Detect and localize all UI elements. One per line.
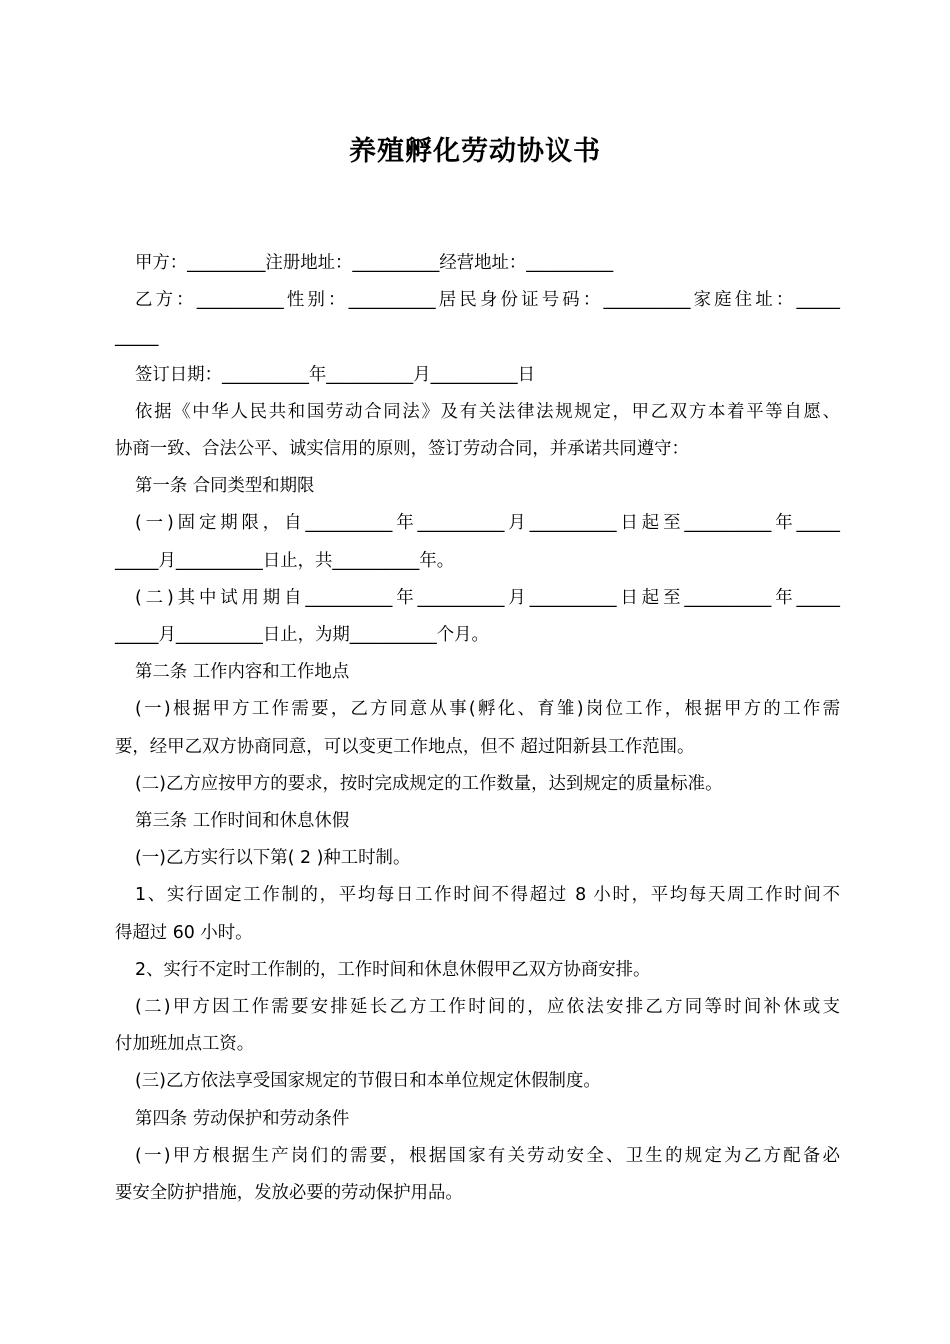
article-1-clause-1: (一)固定期限，自__________年__________月__________日起至__________年_____ [135, 513, 840, 534]
document-title: 养殖孵化劳动协议书 [349, 136, 601, 167]
article-4-clause-1: (一)甲方根据生产岗们的需要，根据国家有关劳动安全、卫生的规定为乙方配备必 [135, 1145, 840, 1166]
article-1-clause-2-continued: _____月__________日止，为期__________个月。 [115, 625, 489, 646]
article-2-heading: 第二条 工作内容和工作地点 [135, 662, 350, 683]
preamble-line-continued: 协商一致、合法公平、诚实信用的原则，签订劳动合同，并承诺共同遵守： [115, 439, 689, 460]
article-3-item-1: 1、实行固定工作制的，平均每日工作时间不得超过 8 小时，平均每天周工作时间不 [135, 885, 840, 906]
article-3-heading: 第三条 工作时间和休息休假 [135, 811, 350, 832]
party-a-line: 甲方：_________注册地址：__________经营地址：__________ [135, 253, 614, 273]
article-3-clause-2: (二)甲方因工作需要安排延长乙方工作时间的，应依法安排乙方同等时间补休或支 [135, 997, 840, 1018]
article-4-heading: 第四条 劳动保护和劳动条件 [135, 1108, 350, 1129]
article-1-clause-1-continued: _____月__________日止，共__________年。 [115, 550, 455, 571]
preamble-line: 依据《中华人民共和国劳动合同法》及有关法律法规规定，甲乙双方本着平等自愿、 [135, 401, 840, 422]
article-3-item-1-continued: 得超过 60 小时。 [115, 922, 253, 943]
article-3-item-2: 2、实行不定时工作制的，工作时间和休息休假甲乙双方协商安排。 [135, 959, 651, 980]
article-1-heading: 第一条 合同类型和期限 [135, 476, 315, 497]
article-1-clause-2: (二)其中试用期自__________年__________月__________日起至__________年_____ [135, 587, 840, 608]
party-b-line: 乙方：__________性别：__________居民身份证号码：__________家庭住址：_____ [135, 290, 840, 311]
article-4-clause-1-continued: 要安全防护措施，发放必要的劳动保护用品。 [115, 1183, 463, 1204]
signing-date-line: 签订日期：__________年__________月__________日 [135, 364, 535, 385]
article-2-clause-1: (一)根据甲方工作需要，乙方同意从事(孵化、育雏)岗位工作，根据甲方的工作需 [135, 699, 840, 720]
article-3-clause-3: (三)乙方依法享受国家规定的节假日和本单位规定休假制度。 [135, 1071, 601, 1092]
article-2-clause-2: (二)乙方应按甲方的要求，按时完成规定的工作数量，达到规定的质量标准。 [135, 773, 723, 794]
article-2-clause-1-continued: 要，经甲乙双方协商同意，可以变更工作地点，但不 超过阳新县工作范围。 [115, 736, 695, 757]
article-3-clause-2-continued: 付加班加点工资。 [115, 1034, 255, 1055]
article-3-clause-1: (一)乙方实行以下第( 2 )种工时制。 [135, 848, 411, 869]
party-b-line-continued: _____ [115, 327, 159, 348]
document-body [115, 245, 840, 1212]
